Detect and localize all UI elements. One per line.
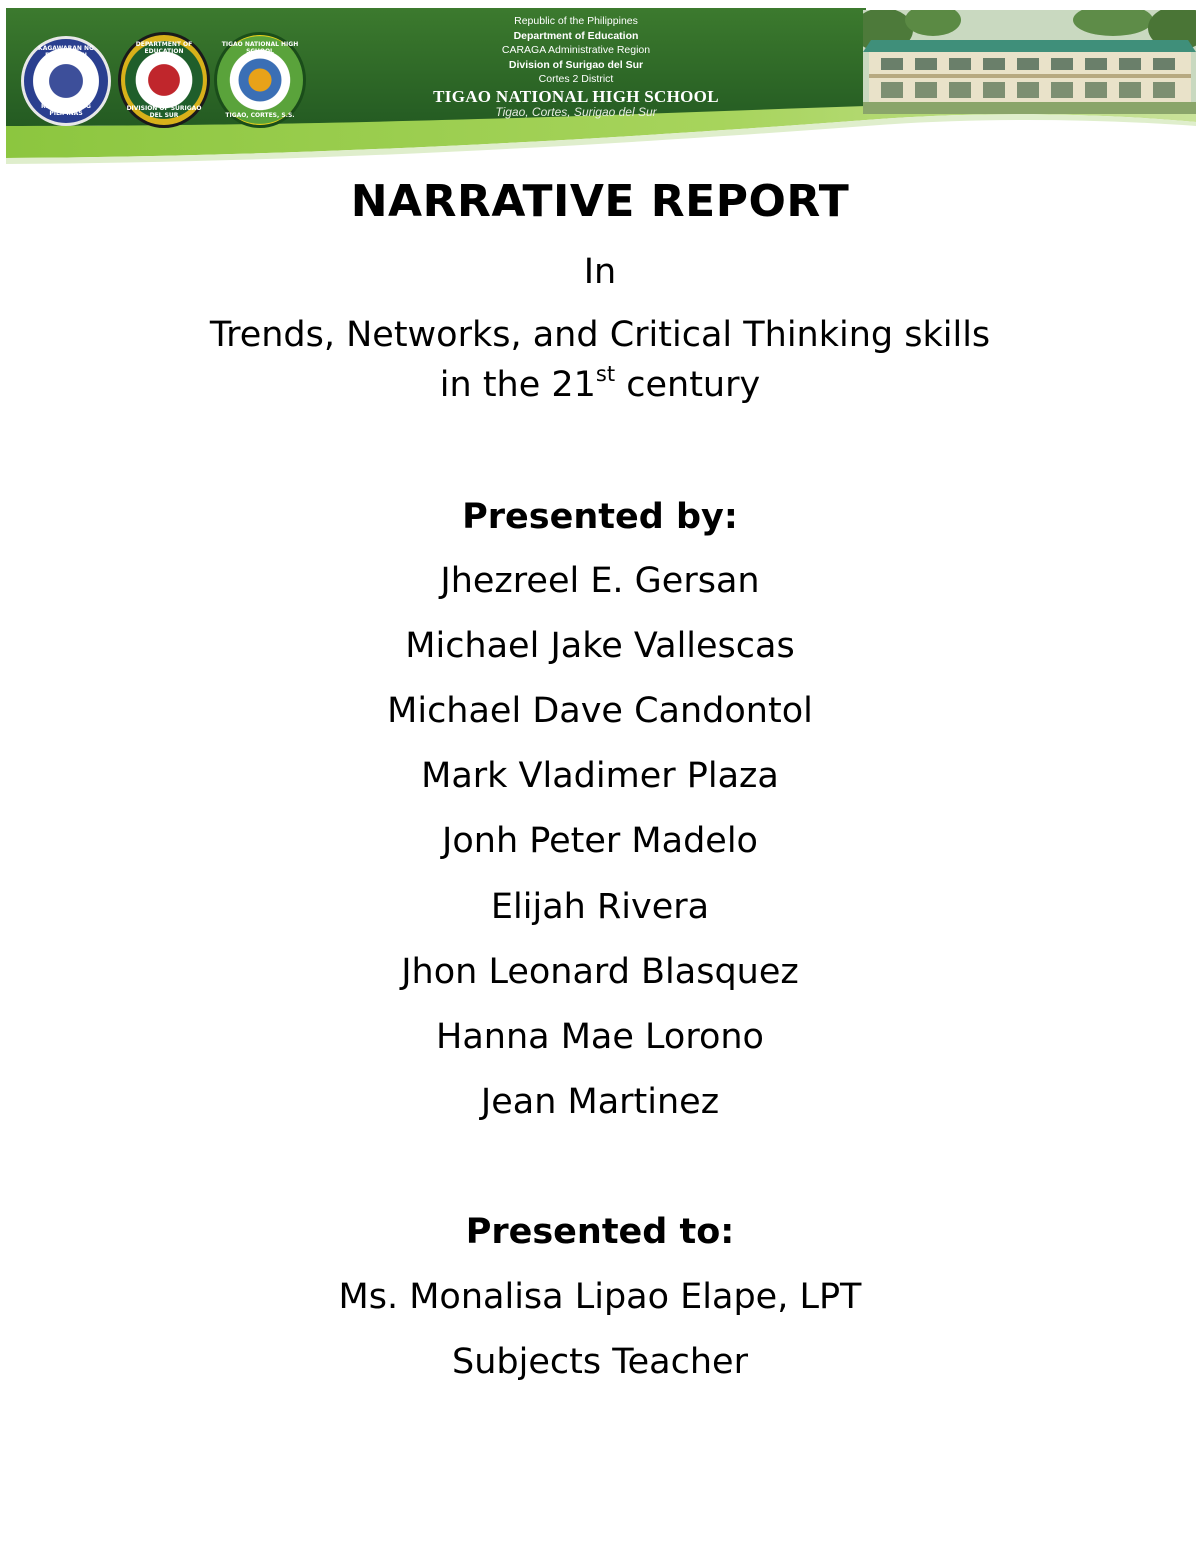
presenter-name: Hanna Mae Lorono bbox=[436, 1017, 764, 1057]
presenter-name: Jean Martinez bbox=[480, 1082, 720, 1122]
district-line: Cortes 2 District bbox=[538, 73, 614, 85]
recipient-name: Ms. Monalisa Lipao Elape, LPT bbox=[338, 1277, 862, 1317]
presenter-name: Jhon Leonard Blasquez bbox=[401, 952, 799, 992]
subject-line-2-text: in the 21 bbox=[439, 365, 596, 405]
division-line: Division of Surigao del Sur bbox=[508, 58, 644, 71]
ordinal-suffix: st bbox=[595, 362, 616, 386]
presenter-name: Jhezreel E. Gersan bbox=[440, 561, 760, 601]
header-banner bbox=[6, 8, 1196, 168]
subject-line-2 bbox=[0, 362, 1200, 405]
presented-by-heading: Presented by: bbox=[462, 497, 738, 537]
school-seal: TIGAO NATIONAL HIGH SCHOOL TIGAO, CORTES, S.S. bbox=[214, 32, 306, 128]
region-line: CARAGA Administrative Region bbox=[501, 44, 651, 56]
presenter-name: Michael Jake Vallescas bbox=[405, 626, 795, 666]
presenter-name: Elijah Rivera bbox=[490, 887, 710, 927]
division-seal: DEPARTMENT OF EDUCATION DIVISION OF SURIGAO DEL SUR bbox=[118, 32, 210, 128]
in-label: In bbox=[583, 252, 617, 292]
header-text-block bbox=[386, 14, 766, 119]
department-line: Department of Education bbox=[513, 29, 639, 42]
subject-line-2-tail: century bbox=[615, 365, 761, 405]
country-line: Republic of the Philippines bbox=[514, 15, 638, 27]
school-location: Tigao, Cortes, Surigao del Sur bbox=[495, 104, 657, 119]
subject-line-1: Trends, Networks, and Critical Thinking skills bbox=[209, 315, 991, 355]
recipient-role: Subjects Teacher bbox=[452, 1342, 748, 1382]
presenter-name: Mark Vladimer Plaza bbox=[421, 756, 779, 796]
document-title: NARRATIVE REPORT bbox=[350, 176, 850, 227]
school-name: TIGAO NATIONAL HIGH SCHOOL bbox=[433, 86, 719, 106]
school-building-photo bbox=[863, 10, 1196, 114]
presented-to-heading: Presented to: bbox=[465, 1212, 735, 1252]
presenter-name: Michael Dave Candontol bbox=[387, 691, 813, 731]
deped-seal: KAGAWARAN NG EDUKASYON REPUBLIKA NG PILIPINAS bbox=[21, 36, 111, 126]
presenter-name: Jonh Peter Madelo bbox=[442, 821, 758, 861]
